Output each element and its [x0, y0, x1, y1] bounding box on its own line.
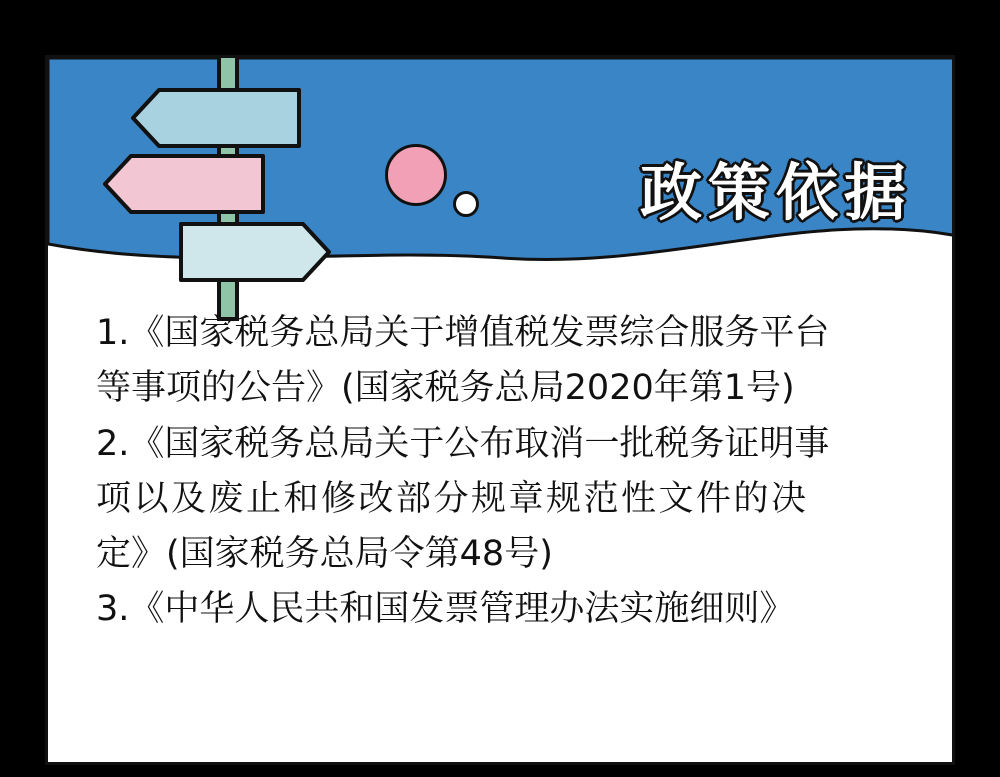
policy-line: 定》(国家税务总局令第48号) — [96, 534, 553, 575]
pink-dot-icon — [385, 144, 447, 206]
page-title: 政策依据 — [639, 156, 912, 229]
policy-line: 项以及废止和修改部分规章规范性文件的决 — [96, 478, 809, 519]
content-card — [45, 55, 955, 765]
policy-basis-list — [48, 306, 955, 638]
white-dot-icon — [453, 191, 479, 217]
policy-line: 2.《国家税务总局关于公布取消一批税务证明事 — [96, 423, 830, 464]
policy-line: 1.《国家税务总局关于增值税发票综合服务平台 — [96, 313, 830, 353]
policy-line: 等事项的公告》(国家税务总局2020年第1号) — [96, 368, 795, 409]
signpost-icon — [103, 55, 433, 328]
policy-line: 3.《中华人民共和国发票管理办法实施细则》 — [96, 589, 795, 630]
